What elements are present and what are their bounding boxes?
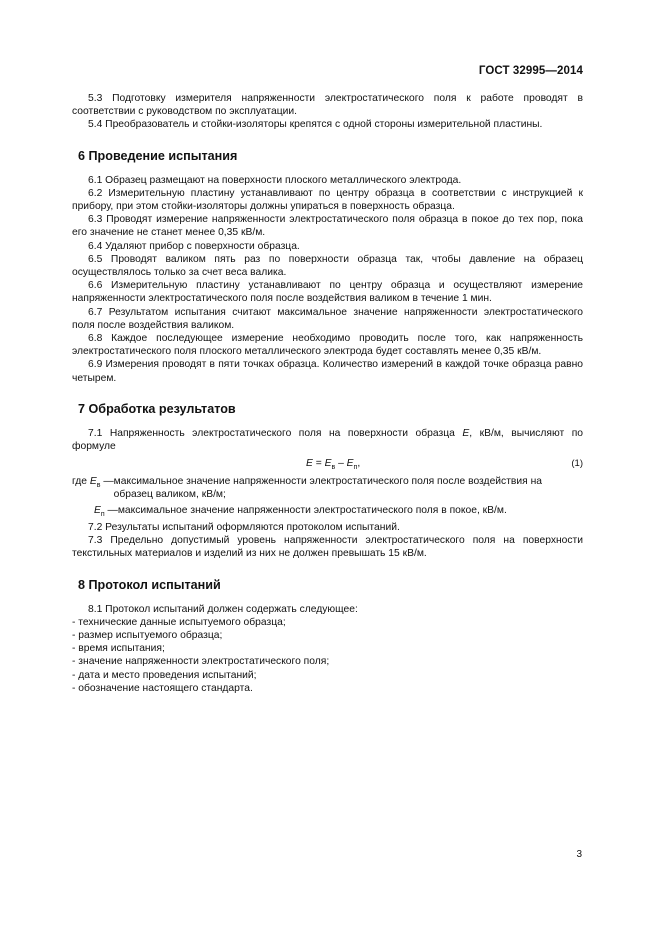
legend-var <box>89 476 101 490</box>
legend-description: максимальное значение напряженности электростатического поля в покое, кВ/м. <box>117 504 507 516</box>
paragraph-5-3: 5.3 Подготовку измерителя напряженности электростатического поля к работе проводят в соответствии с руководством по эксплуатации. <box>72 93 583 118</box>
list-item: - значение напряженности электростатического поля; <box>72 656 330 668</box>
page-number: 3 <box>576 849 582 860</box>
formula-term-1-subscript: в <box>331 464 336 472</box>
section-6-title: 6 Проведение испытания <box>78 148 238 163</box>
paragraph-7-1 <box>72 427 583 453</box>
paragraph-7-2: 7.2 Результаты испытаний оформляются протоколом испытаний. <box>88 521 400 533</box>
paragraph-6-2: 6.2 Измерительную пластину устанавливают по центру образца в соответствии с инструкцией к прибору, при этом стойки-изоляторы должны упираться в поверхность образца. <box>72 187 583 213</box>
list-item: - технические данные испытуемого образца; <box>72 616 286 628</box>
paragraph-6-9: 6.9 Измерения проводят в пяти точках образца. Количество измерений в каждой точке образца равно четырем. <box>72 359 583 384</box>
paragraph-6-3: 6.3 Проводят измерение напряженности электростатического поля образца в покое до тех пор, пока его значение не станет менее 0,35 кВ/м. <box>72 214 583 239</box>
legend-var-letter: E <box>89 476 97 488</box>
formula-equals: = <box>312 458 325 470</box>
paragraph-6-4: 6.4 Удаляют прибор с поверхности образца. <box>88 240 300 252</box>
list-item: - время испытания; <box>72 643 165 655</box>
formula-number: (1) <box>571 458 583 470</box>
legend-dash: — <box>100 476 114 488</box>
paragraph-6-5: 6.5 Проводят валиком пять раз по поверхности образца так, чтобы давление на образец осуществлялось только за счет веса валика. <box>72 253 583 279</box>
legend-description: максимальное значение напряженности электростатического поля после воздействия на образец валиком, кВ/м; <box>113 476 542 501</box>
legend-dash: — <box>104 504 118 516</box>
formula-minus: – <box>335 458 347 470</box>
section-8-title: 8 Протокол испытаний <box>78 577 221 592</box>
paragraph-7-1-text-b: , кВ/м, вычисляют по формуле <box>72 427 584 453</box>
paragraph-6-6: 6.6 Измерительную пластину устанавливают по центру образца и осуществляют измерение напряженности электростатического поля после воздействия валиком в течение 1 мин. <box>72 280 583 305</box>
paragraph-8-1: 8.1 Протокол испытаний должен содержать следующее: <box>88 603 358 615</box>
list-item: - обозначение настоящего стандарта. <box>72 682 253 694</box>
paragraph-6-7: 6.7 Результатом испытания считают максимальное значение напряженности электростатического поля после воздействия валиком. <box>72 306 583 331</box>
paragraph-7-1-symbol: E <box>462 427 470 439</box>
document-header-id: ГОСТ 32995—2014 <box>478 65 583 77</box>
legend-var-letter: E <box>94 504 101 516</box>
formula-term-2-subscript: п <box>353 464 358 472</box>
paragraph-6-1: 6.1 Образец размещают на поверхности плоского металлического электрода. <box>88 174 462 186</box>
section-7-title: 7 Обработка результатов <box>78 401 236 416</box>
legend-symbol <box>72 475 114 501</box>
list-item: - размер испытуемого образца; <box>72 629 223 641</box>
formula-end: , <box>357 458 361 470</box>
legend-symbol <box>72 504 118 521</box>
formula-term-2: E <box>346 458 354 470</box>
legend-var-subscript: п <box>100 510 105 518</box>
formula-legend-ev <box>72 475 583 501</box>
list-item: - дата и место проведения испытаний; <box>72 669 257 681</box>
legend-var <box>94 505 105 516</box>
legend-var-subscript: в <box>96 482 101 490</box>
formula-legend-ep <box>72 504 583 521</box>
formula-term-1: E <box>324 458 332 470</box>
paragraph-5-4: 5.4 Преобразователь и стойки-изоляторы крепятся с одной стороны измерительной пластины. <box>88 119 543 131</box>
document-body <box>72 92 583 695</box>
paragraph-6-8: 6.8 Каждое последующее измерение необходимо проводить после того, как напряженность электростатического поля плоского металлического электрода будет составлять менее 0,35 кВ/м. <box>72 333 583 358</box>
protocol-contents-list <box>72 616 583 695</box>
formula-lhs: E <box>306 458 313 470</box>
formula-1 <box>72 457 583 473</box>
paragraph-7-1-text-a: 7.1 Напряженность электростатического поля на поверхности образца <box>88 427 463 439</box>
legend-prefix: где <box>72 476 90 488</box>
formula-expression <box>306 457 360 474</box>
paragraph-7-3: 7.3 Предельно допустимый уровень напряженности электростатического поля на поверхности текстильных материалов и изделий из них не должен превышать 15 кВ/м. <box>72 535 583 560</box>
